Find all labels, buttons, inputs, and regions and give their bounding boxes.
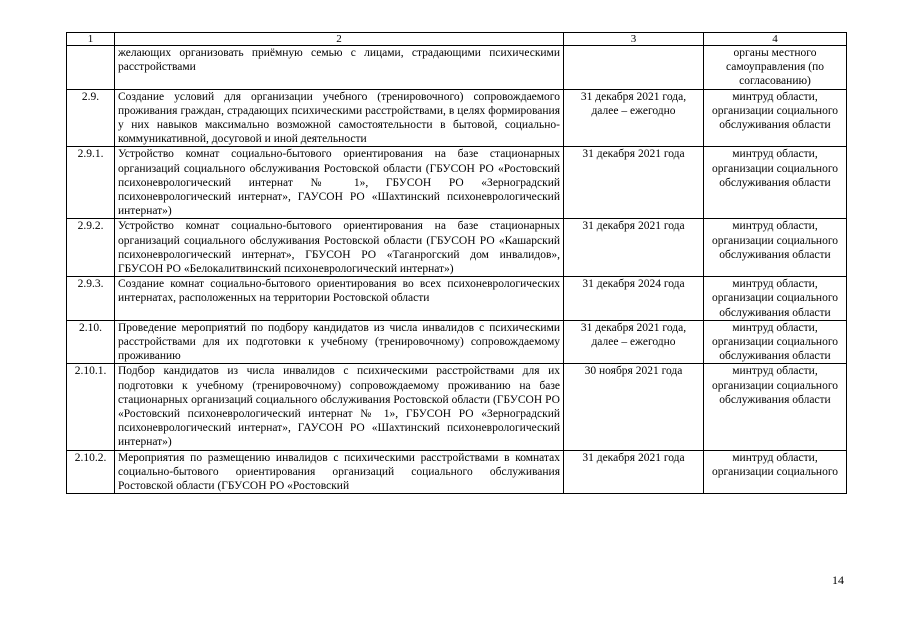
item-responsible: минтруд области, организации социального обслуживания области [704,364,847,450]
table-row [67,320,847,364]
item-text: Создание комнат социально-бытового ориентирования во всех психоневрологических интернатах, расположенных на территории Ростовской области [115,277,564,321]
plan-table [66,32,847,494]
item-number: 2.9.2. [67,219,115,277]
item-responsible: минтруд области, организации социального обслуживания области [704,277,847,321]
item-text: Подбор кандидатов из числа инвалидов с психическими расстройствами для их подготовки к учебному (тренировочному) сопровождаемому проживанию на базе стационарных организаций социального обслуживания Ростовской области (ГБУСОН РО «Ростовский психоневрологический интернат № 1», ГБУСОН РО «Зерноградский психоневрологический интернат», ГАУСОН РО «Шахтинский психоневрологический интернат») [115,364,564,450]
table-row [67,364,847,450]
item-responsible: минтруд области, организации социального обслуживания области [704,89,847,147]
item-deadline: 31 декабря 2021 года, далее – ежегодно [564,320,704,364]
item-deadline: 31 декабря 2021 года [564,147,704,219]
item-deadline: 30 ноября 2021 года [564,364,704,450]
item-text: Создание условий для организации учебного (тренировочного) сопровождаемого проживания граждан, страдающих психическими расстройствами, в целях формирования у них навыков максимально возможной самостоятельности в бытовой, социально-коммуникативной, досуговой и иной деятельности [115,89,564,147]
table-row [67,89,847,147]
item-responsible: минтруд области, организации социального обслуживания области [704,320,847,364]
item-deadline: 31 декабря 2021 года [564,450,704,494]
table-row [67,219,847,277]
item-number [67,46,115,90]
item-number: 2.9.1. [67,147,115,219]
column-number: 1 [67,33,115,46]
table-row [67,450,847,494]
item-text: Устройство комнат социально-бытового ориентирования на базе стационарных организаций социального обслуживания Ростовской области (ГБУСОН РО «Кашарский психоневрологический интернат», ГБУСОН РО «Таганрогский дом инвалидов», ГБУСОН РО «Белокалитвинский психоневрологический интернат») [115,219,564,277]
item-deadline [564,46,704,90]
table-row [67,46,847,90]
item-number: 2.10. [67,320,115,364]
item-responsible: органы местного самоуправления (по согласованию) [704,46,847,90]
item-deadline: 31 декабря 2021 года [564,219,704,277]
item-number: 2.10.2. [67,450,115,494]
item-responsible: минтруд области, организации социального обслуживания области [704,147,847,219]
column-number: 2 [115,33,564,46]
item-deadline: 31 декабря 2021 года, далее – ежегодно [564,89,704,147]
page-number: 14 [832,573,844,587]
item-responsible: минтруд области, организации социального обслуживания области [704,219,847,277]
item-text: Мероприятия по размещению инвалидов с психическими расстройствами в комнатах социально-бытового ориентирования организаций социального обслуживания Ростовской области (ГБУСОН РО «Ростовский [115,450,564,494]
item-responsible: минтруд области, организации социального [704,450,847,494]
table-row [67,147,847,219]
item-number: 2.9.3. [67,277,115,321]
column-number: 4 [704,33,847,46]
item-text: Устройство комнат социально-бытового ориентирования на базе стационарных организаций социального обслуживания Ростовской области (ГБУСОН РО «Ростовский психоневрологический интернат № 1», ГБУСОН РО «Зерноградский психоневрологический интернат», ГАУСОН РО «Шахтинский психоневрологический интернат») [115,147,564,219]
item-text: желающих организовать приёмную семью с лицами, страдающими психическими расстройствами [115,46,564,90]
table-row [67,277,847,321]
item-text: Проведение мероприятий по подбору кандидатов из числа инвалидов с психическими расстройствами для их подготовки к учебному (тренировочному) сопровождаемому проживанию [115,320,564,364]
column-number: 3 [564,33,704,46]
item-number: 2.10.1. [67,364,115,450]
item-number: 2.9. [67,89,115,147]
item-deadline: 31 декабря 2024 года [564,277,704,321]
column-number-row [67,33,847,46]
